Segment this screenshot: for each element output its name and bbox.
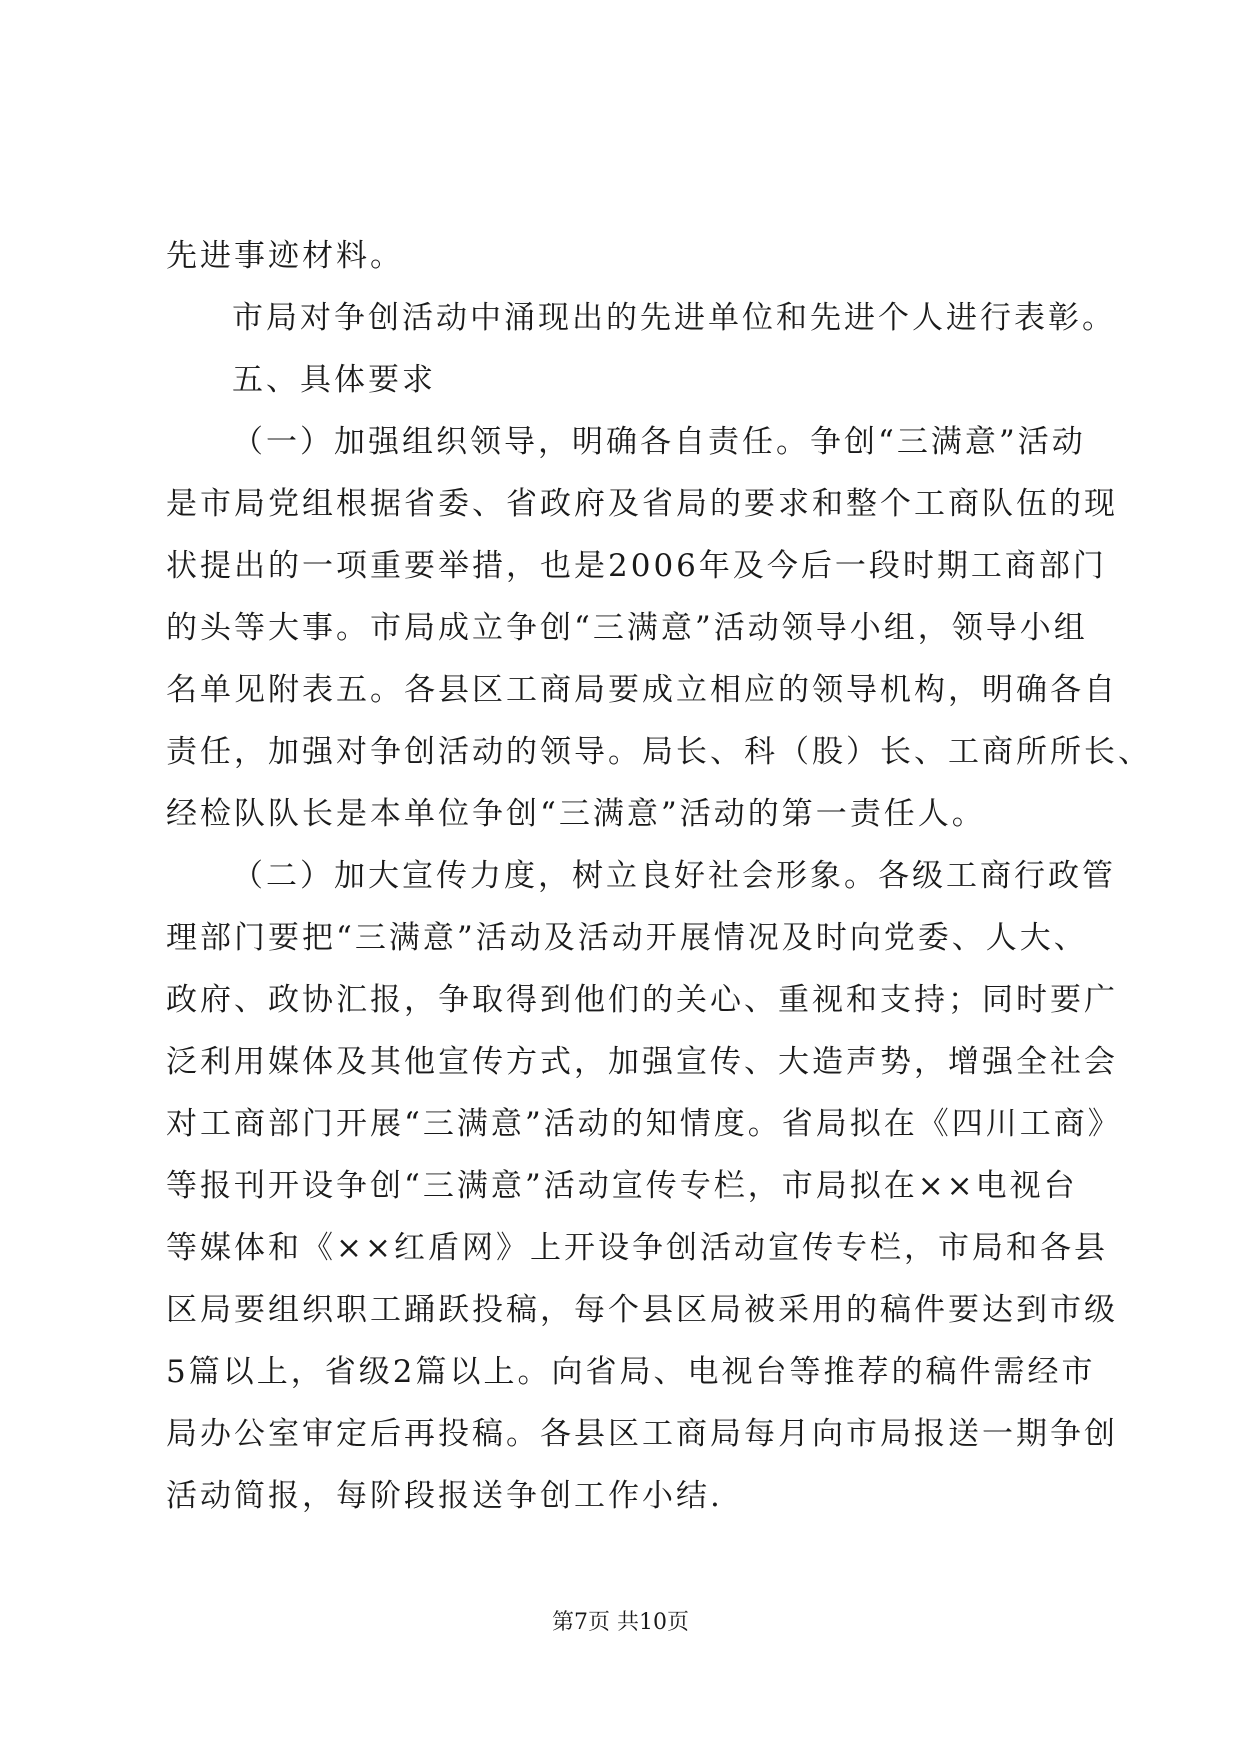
- body-text-line: 状提出的一项重要举措，也是2006年及今后一段时期工商部门: [166, 548, 1107, 584]
- body-text-line: 局办公室审定后再投稿。各县区工商局每月向市局报送一期争创: [166, 1416, 1118, 1452]
- body-text-line: 区局要组织职工踊跃投稿，每个县区局被采用的稿件要达到市级: [166, 1292, 1118, 1328]
- body-text-line: 先进事迹材料。: [166, 238, 404, 274]
- body-text-line: （一）加强组织领导，明确各自责任。争创“三满意”活动: [232, 424, 1086, 460]
- body-text-line: 等媒体和《××红盾网》上开设争创活动宣传专栏，市局和各县: [166, 1230, 1108, 1266]
- body-text-line: 泛利用媒体及其他宣传方式，加强宣传、大造声势，增强全社会: [166, 1044, 1118, 1080]
- body-text-line: 等报刊开设争创“三满意”活动宣传专栏，市局拟在××电视台: [166, 1168, 1078, 1204]
- body-text-line: 经检队队长是本单位争创“三满意”活动的第一责任人。: [166, 796, 986, 832]
- body-text-line: 名单见附表五。各县区工商局要成立相应的领导机构，明确各自: [166, 672, 1118, 708]
- body-text-line: 责任，加强对争创活动的领导。局长、科（股）长、工商所所长、: [166, 734, 1152, 770]
- body-text-line: 理部门要把“三满意”活动及活动开展情况及时向党委、人大、: [166, 920, 1088, 956]
- body-text-line: 5篇以上，省级2篇以上。向省局、电视台等推荐的稿件需经市: [166, 1354, 1096, 1390]
- body-text-line: 对工商部门开展“三满意”活动的知情度。省局拟在《四川工商》: [166, 1106, 1122, 1142]
- body-text-line: 市局对争创活动中涌现出的先进单位和先进个人进行表彰。: [232, 300, 1116, 336]
- section-heading: 五、具体要求: [232, 362, 436, 398]
- body-text-line: 是市局党组根据省委、省政府及省局的要求和整个工商队伍的现: [166, 486, 1118, 522]
- body-text-line: 的头等大事。市局成立争创“三满意”活动领导小组，领导小组: [166, 610, 1088, 646]
- body-text-line: 活动简报，每阶段报送争创工作小结.: [166, 1478, 723, 1514]
- body-text-line: 政府、政协汇报，争取得到他们的关心、重视和支持；同时要广: [166, 982, 1118, 1018]
- body-text-line: （二）加大宣传力度，树立良好社会形象。各级工商行政管: [232, 858, 1116, 894]
- page-number-footer: 第7页 共10页: [552, 1610, 689, 1635]
